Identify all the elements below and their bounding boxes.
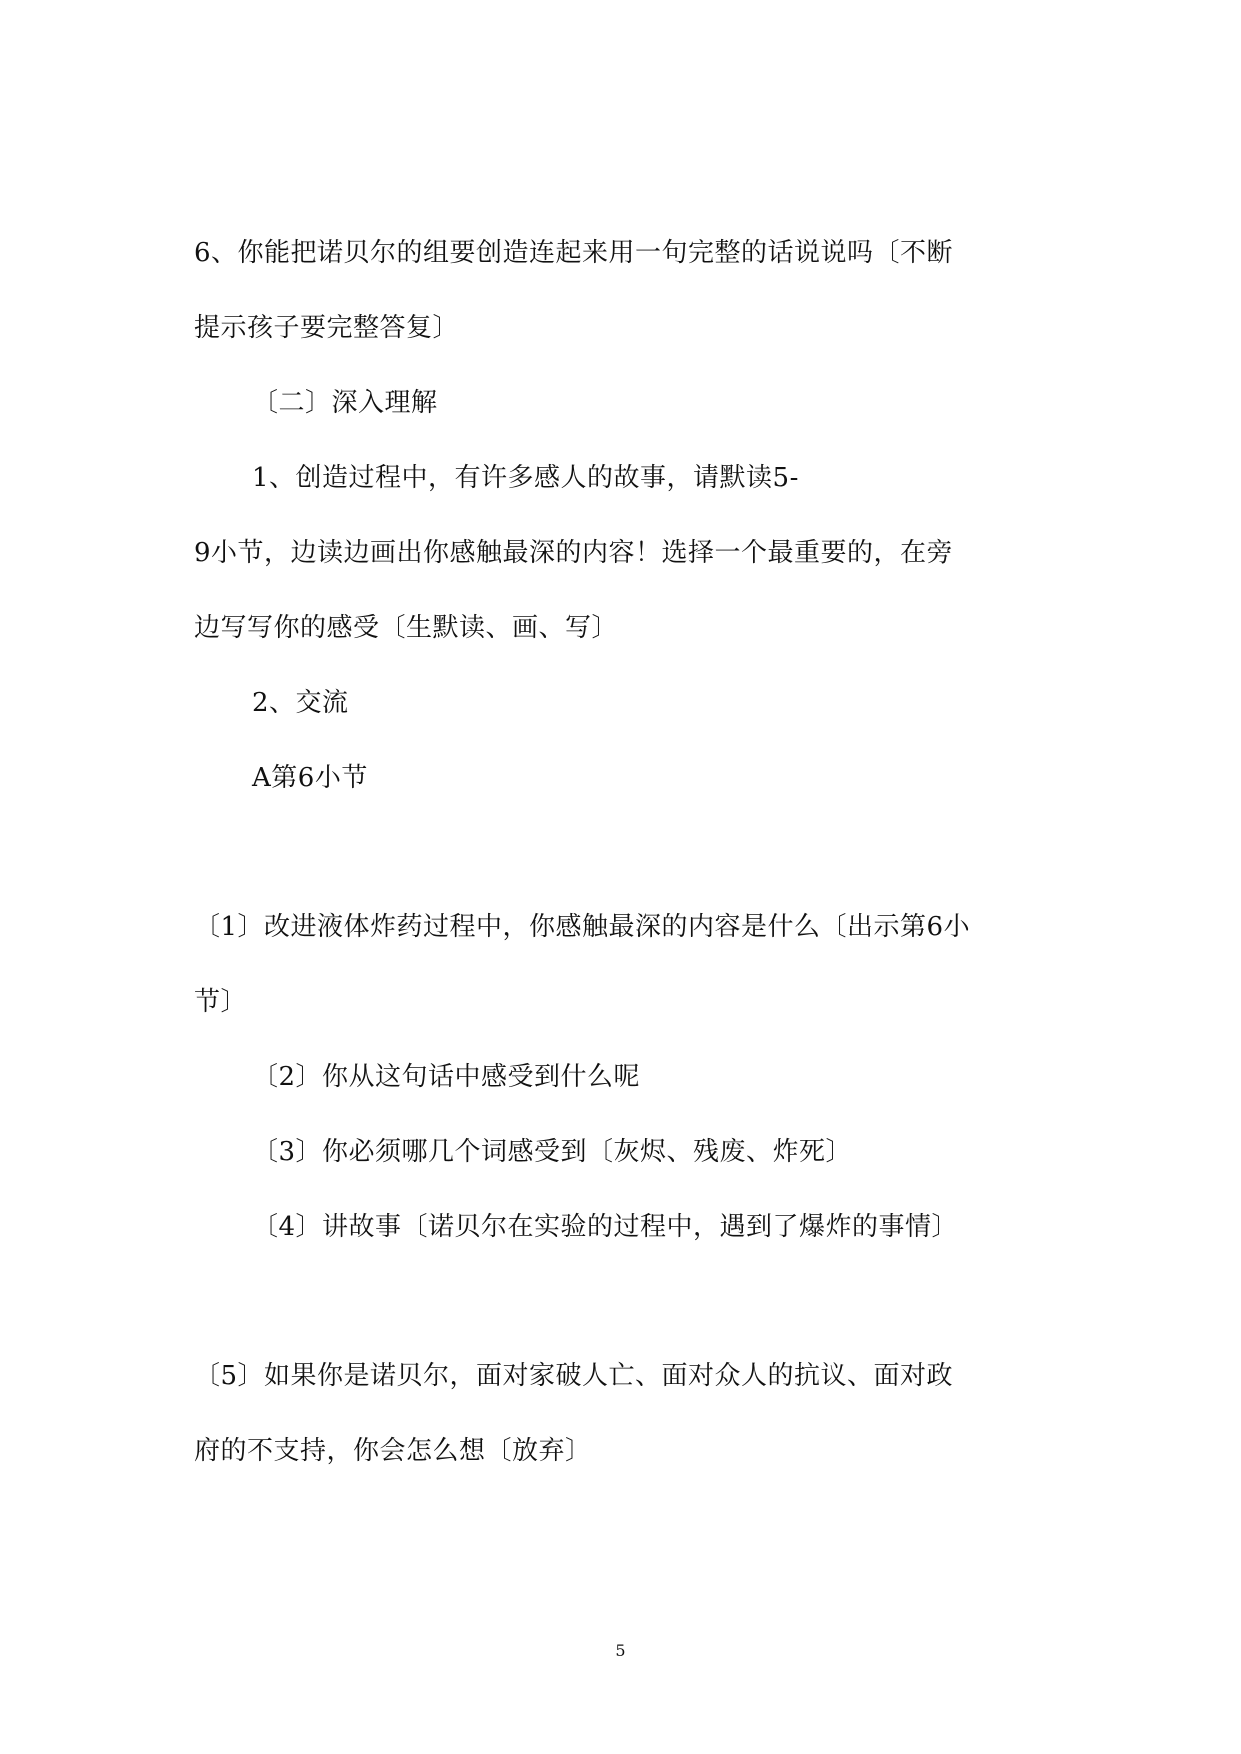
- text-line: 〔5〕如果你是诺贝尔，面对家破人亡、面对众人的抗议、面对政: [194, 1361, 954, 1391]
- text-line: 2、交流: [252, 688, 349, 718]
- text-line: 9小节，边读边画出你感触最深的内容！选择一个最重要的，在旁: [194, 538, 954, 568]
- text-line: 〔1〕改进液体炸药过程中，你感触最深的内容是什么〔出示第6小: [194, 912, 971, 942]
- text-line: 1、创造过程中，有许多感人的故事，请默读5-: [252, 463, 799, 493]
- section-heading: 〔二〕深入理解: [252, 388, 438, 418]
- text-line: 提示孩子要完整答复〕: [194, 313, 460, 343]
- text-line: 6、你能把诺贝尔的组要创造连起来用一句完整的话说说吗〔不断: [194, 238, 954, 268]
- text-line: 〔4〕讲故事〔诺贝尔在实验的过程中，遇到了爆炸的事情〕: [252, 1212, 959, 1242]
- text-line: 〔2〕你从这句话中感受到什么呢: [252, 1062, 641, 1092]
- text-line: 〔3〕你必须哪几个词感受到〔灰烬、残废、炸死〕: [252, 1137, 853, 1167]
- page-number: 5: [615, 1641, 626, 1660]
- text-line: 边写写你的感受〔生默读、画、写〕: [194, 613, 619, 643]
- subsection-heading: A第6小节: [252, 763, 368, 793]
- text-line: 府的不支持，你会怎么想〔放弃〕: [194, 1436, 592, 1466]
- text-line: 节〕: [194, 987, 248, 1017]
